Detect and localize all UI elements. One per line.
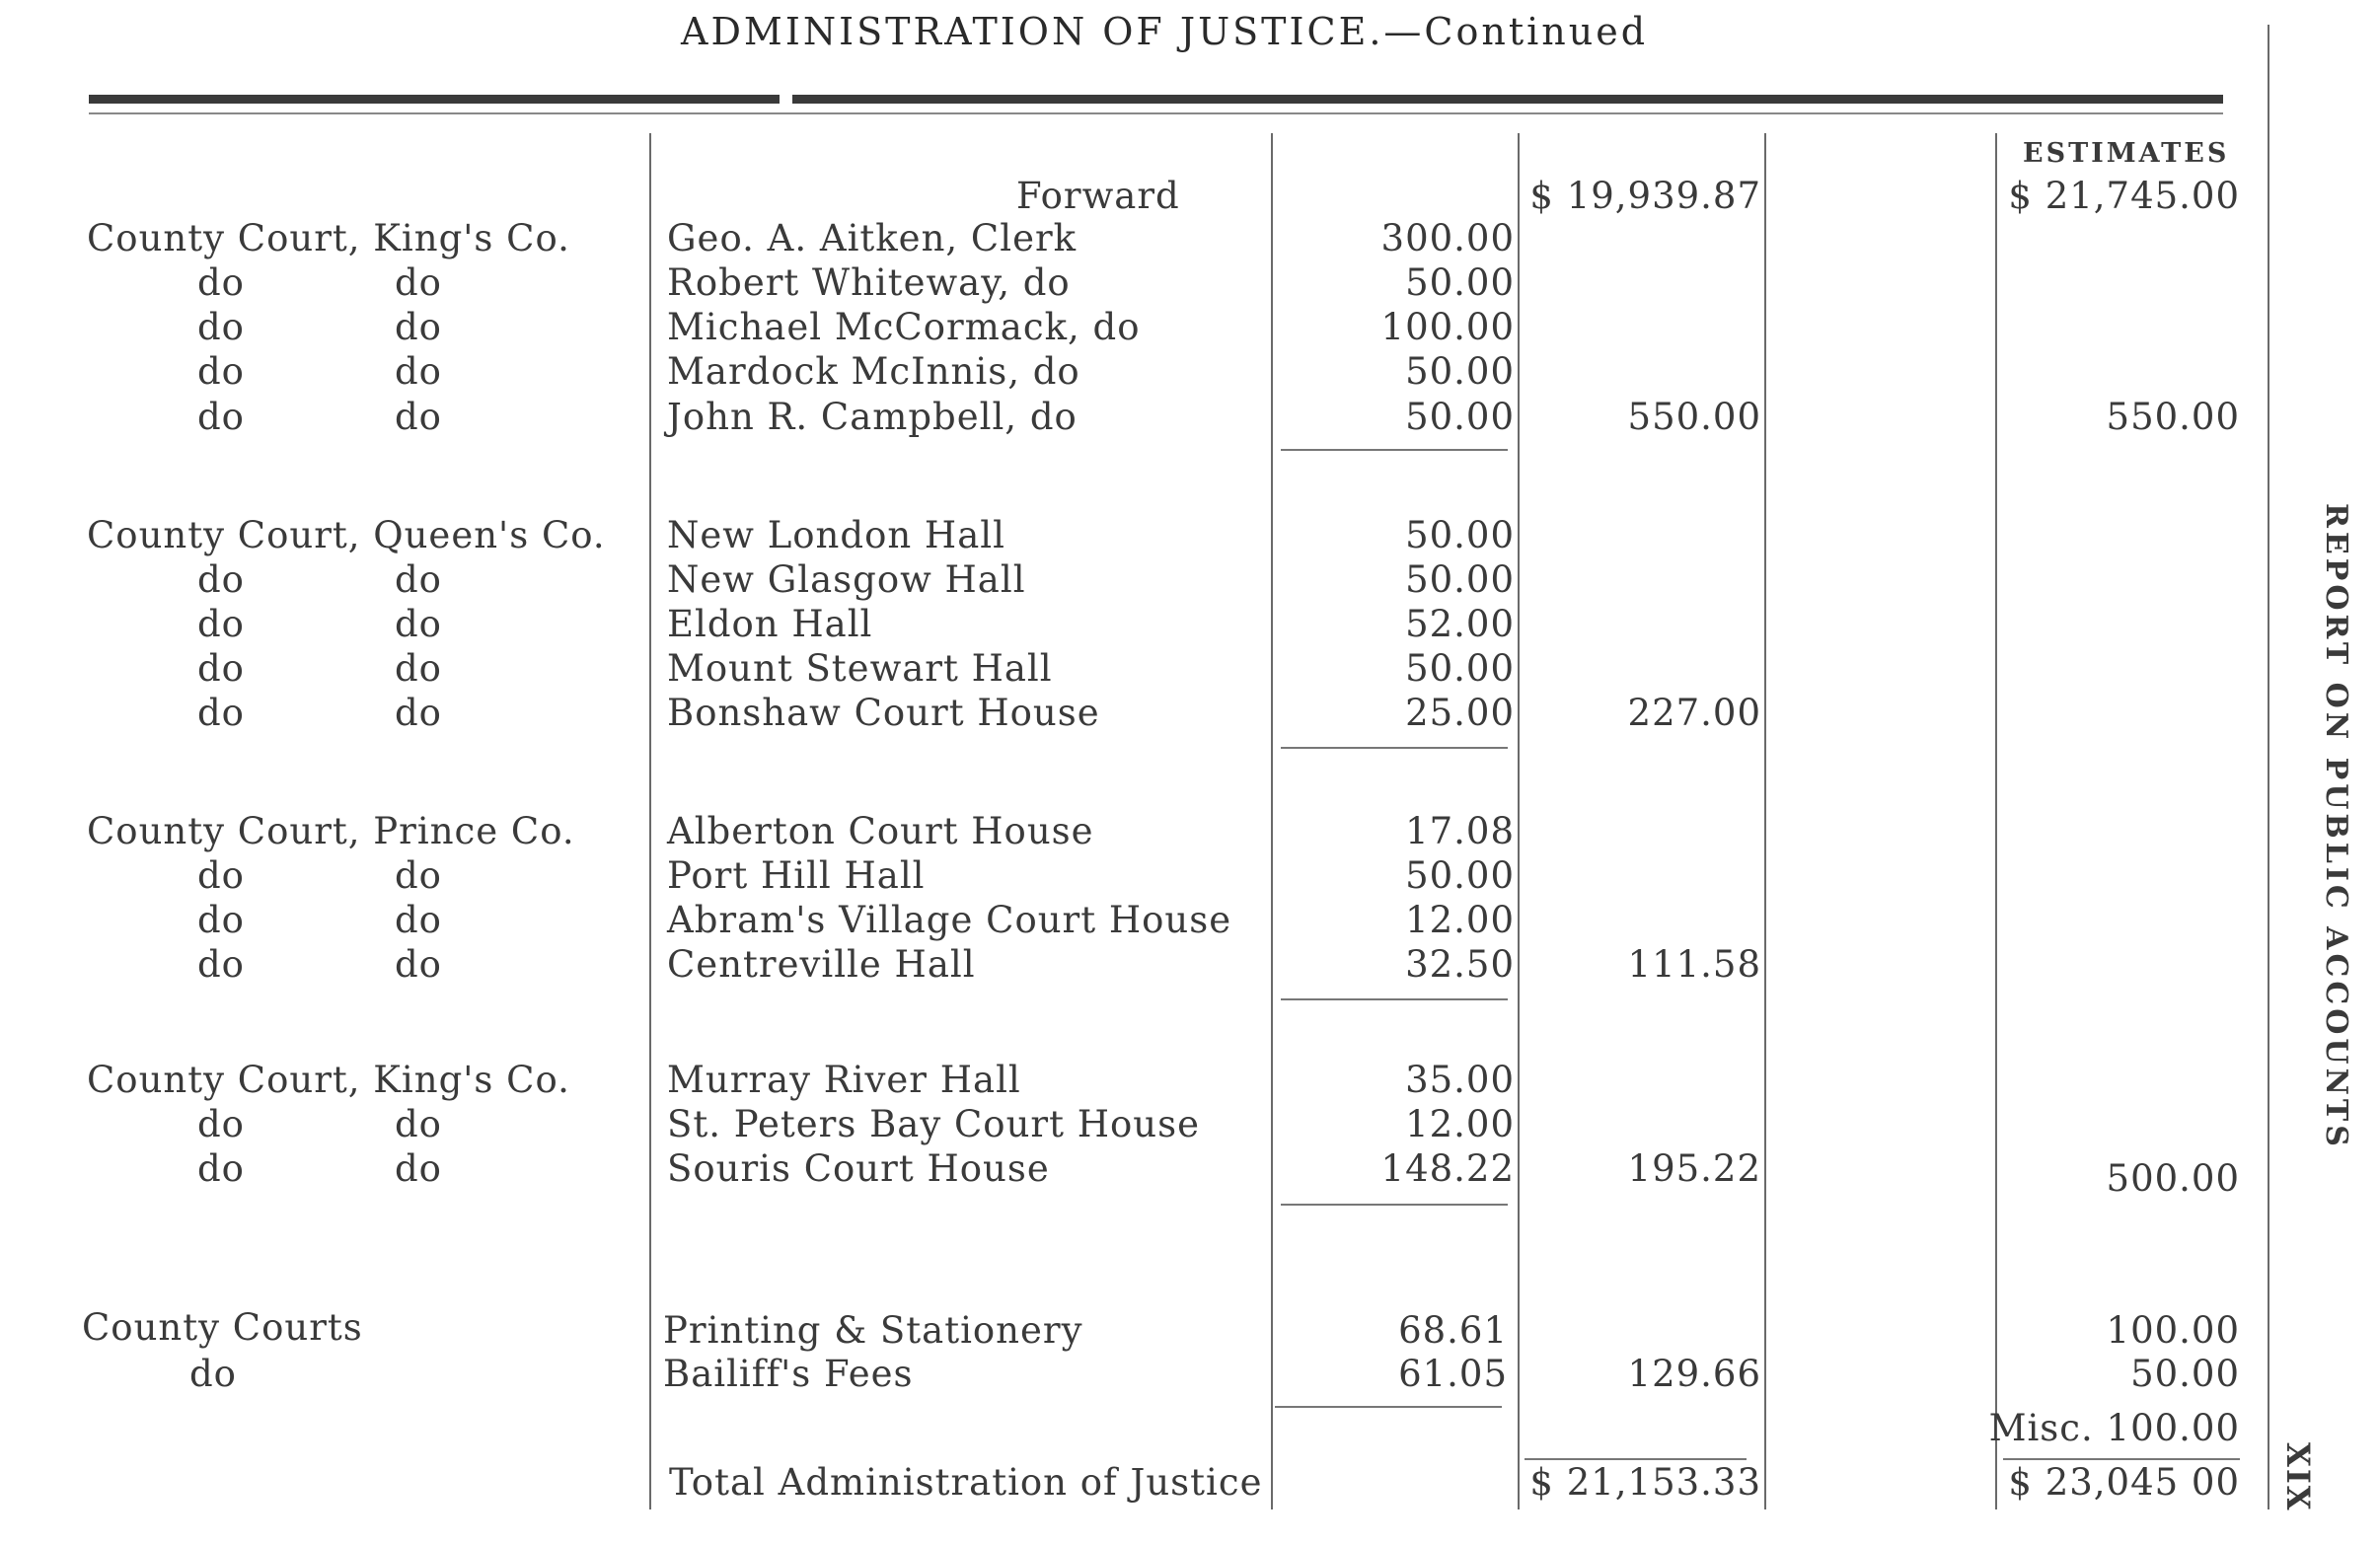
- amount-cell: 50.00: [1405, 514, 1515, 556]
- court-ditto: do: [189, 1353, 237, 1395]
- amount-cell: 50.00: [1405, 854, 1515, 897]
- dept-ditto: do: [395, 558, 442, 601]
- estimate-cell: 50.00: [2130, 1353, 2240, 1395]
- estimate-cell: 550.00: [2106, 396, 2240, 438]
- court-ditto: do: [197, 350, 245, 393]
- description-cell: Souris Court House: [667, 1147, 1050, 1190]
- header-rule-thin: [89, 112, 2223, 114]
- court-ditto: do: [197, 558, 245, 601]
- amount-cell: 50.00: [1405, 261, 1515, 304]
- description-cell: Port Hill Hall: [667, 854, 926, 897]
- column-divider: [649, 133, 651, 1509]
- court-cell: County Court, Queen's Co.: [87, 514, 606, 556]
- sum-rule: [1281, 1204, 1508, 1206]
- court-ditto: do: [197, 261, 245, 304]
- forward-total: $ 19,939.87: [1529, 175, 1761, 217]
- dept-ditto: do: [395, 603, 442, 645]
- court-cell: County Court, King's Co.: [87, 217, 570, 259]
- description-cell: Bonshaw Court House: [667, 692, 1100, 734]
- subtotal-cell: 227.00: [1627, 692, 1761, 734]
- header-rule-left: [89, 95, 780, 104]
- court-ditto: do: [197, 692, 245, 734]
- dept-ditto: do: [395, 854, 442, 897]
- court-cell: County Courts: [82, 1306, 363, 1349]
- subtotal-cell: 111.58: [1627, 943, 1761, 986]
- estimate-cell: 500.00: [2106, 1157, 2240, 1200]
- total-estimate: $ 23,045 00: [2008, 1461, 2240, 1504]
- description-cell: Robert Whiteway, do: [667, 261, 1071, 304]
- court-ditto: do: [197, 306, 245, 348]
- page-title: ADMINISTRATION OF JUSTICE.—Continued: [681, 10, 1649, 53]
- side-running-head: REPORT ON PUBLIC ACCOUNTS: [2319, 503, 2353, 1150]
- subtotal-cell: 550.00: [1627, 396, 1761, 438]
- court-ditto: do: [197, 899, 245, 941]
- forward-estimate: $ 21,745.00: [2008, 175, 2240, 217]
- column-divider: [1995, 133, 1997, 1509]
- court-ditto: do: [197, 1147, 245, 1190]
- amount-cell: 12.00: [1405, 899, 1515, 941]
- description-cell: St. Peters Bay Court House: [667, 1103, 1200, 1145]
- dept-ditto: do: [395, 1103, 442, 1145]
- court-ditto: do: [197, 603, 245, 645]
- dept-ditto: do: [395, 943, 442, 986]
- description-cell: Murray River Hall: [667, 1059, 1021, 1101]
- amount-cell: 68.61: [1398, 1309, 1508, 1352]
- amount-cell: 300.00: [1380, 217, 1515, 259]
- page-number: XIX: [2279, 1442, 2317, 1512]
- court-ditto: do: [197, 647, 245, 690]
- amount-cell: 50.00: [1405, 396, 1515, 438]
- amount-cell: 148.22: [1380, 1147, 1515, 1190]
- sum-rule: [1281, 747, 1508, 749]
- amount-cell: 100.00: [1380, 306, 1515, 348]
- sum-rule: [1281, 449, 1508, 451]
- description-cell: Printing & Stationery: [663, 1309, 1083, 1352]
- description-cell: Michael McCormack, do: [667, 306, 1141, 348]
- page-border: [2268, 25, 2269, 1509]
- dept-ditto: do: [395, 261, 442, 304]
- dept-ditto: do: [395, 306, 442, 348]
- description-cell: John R. Campbell, do: [667, 396, 1078, 438]
- header-rule-right: [792, 95, 2223, 104]
- court-cell: County Court, Prince Co.: [87, 810, 575, 852]
- amount-cell: 52.00: [1405, 603, 1515, 645]
- description-cell: Mardock McInnis, do: [667, 350, 1080, 393]
- court-ditto: do: [197, 396, 245, 438]
- description-cell: New Glasgow Hall: [667, 558, 1026, 601]
- total-label: Total Administration of Justice: [669, 1461, 1263, 1504]
- description-cell: Mount Stewart Hall: [667, 647, 1053, 690]
- description-cell: Alberton Court House: [667, 810, 1094, 852]
- court-cell: County Court, King's Co.: [87, 1059, 570, 1101]
- forward-label: Forward: [1016, 175, 1180, 217]
- description-cell: New London Hall: [667, 514, 1005, 556]
- amount-cell: 50.00: [1405, 647, 1515, 690]
- column-divider: [1764, 133, 1766, 1509]
- amount-cell: 35.00: [1405, 1059, 1515, 1101]
- amount-cell: 61.05: [1398, 1353, 1508, 1395]
- court-ditto: do: [197, 943, 245, 986]
- estimates-header: ESTIMATES: [2023, 138, 2230, 169]
- amount-cell: 25.00: [1405, 692, 1515, 734]
- total-amount: $ 21,153.33: [1529, 1461, 1761, 1504]
- court-ditto: do: [197, 1103, 245, 1145]
- dept-ditto: do: [395, 350, 442, 393]
- amount-cell: 50.00: [1405, 350, 1515, 393]
- court-ditto: do: [197, 854, 245, 897]
- amount-cell: 17.08: [1405, 810, 1515, 852]
- subtotal-cell: 129.66: [1627, 1353, 1761, 1395]
- description-cell: Abram's Village Court House: [667, 899, 1232, 941]
- description-cell: Geo. A. Aitken, Clerk: [667, 217, 1078, 259]
- dept-ditto: do: [395, 899, 442, 941]
- amount-cell: 32.50: [1405, 943, 1515, 986]
- dept-ditto: do: [395, 647, 442, 690]
- description-cell: Bailiff's Fees: [663, 1353, 914, 1395]
- dept-ditto: do: [395, 1147, 442, 1190]
- dept-ditto: do: [395, 692, 442, 734]
- column-divider: [1518, 133, 1520, 1509]
- sum-rule: [1275, 1406, 1502, 1408]
- description-cell: Centreville Hall: [667, 943, 976, 986]
- description-cell: Eldon Hall: [667, 603, 873, 645]
- estimate-cell: 100.00: [2106, 1309, 2240, 1352]
- misc-estimate: Misc. 100.00: [1988, 1407, 2240, 1449]
- subtotal-cell: 195.22: [1627, 1147, 1761, 1190]
- amount-cell: 50.00: [1405, 558, 1515, 601]
- sum-rule: [1281, 998, 1508, 1000]
- column-divider: [1271, 133, 1273, 1509]
- amount-cell: 12.00: [1405, 1103, 1515, 1145]
- dept-ditto: do: [395, 396, 442, 438]
